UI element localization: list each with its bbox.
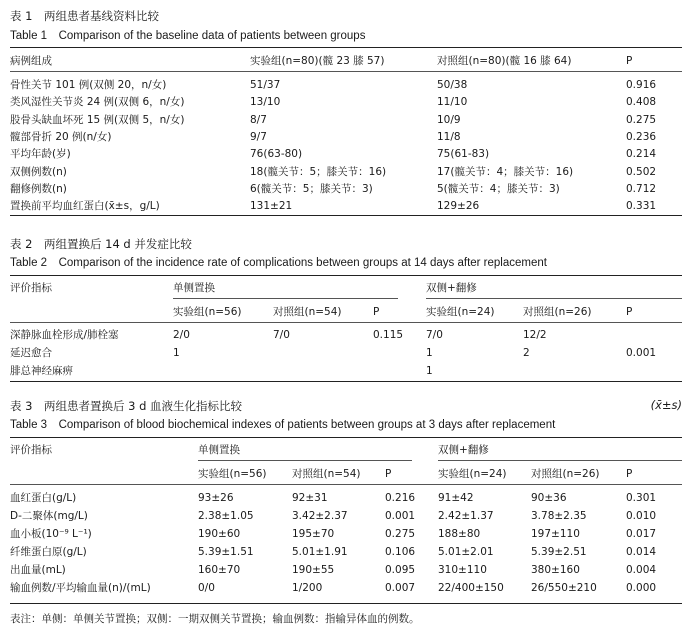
table2-group-single-rule (173, 298, 398, 299)
table3-sub-header-cell: 实验组(n=56) (198, 468, 267, 480)
table1-cell: 51/37 (250, 79, 281, 91)
table1-cell: 50/38 (437, 79, 468, 91)
table1-cell: 131±21 (250, 200, 293, 213)
table1-cell: 股骨头缺血坏死 15 例(双侧 5，n/女) (10, 113, 185, 126)
table3-unit: (x̄±s) (650, 398, 682, 412)
table3-cell: D-二聚体(mg/L) (10, 510, 88, 522)
table3-cell: 0.106 (385, 546, 416, 558)
table3-cell: 160±70 (198, 564, 241, 576)
table1-cell: 13/10 (250, 96, 281, 109)
table2-cell: 7/0 (273, 329, 290, 341)
table3-cell: 195±70 (292, 528, 335, 540)
table2-cell: 7/0 (426, 329, 443, 341)
table3-sub-header-cell: P (626, 468, 633, 480)
table3-group-single-rule (198, 460, 412, 461)
table3-bottom-rule (10, 603, 682, 604)
table3-cell: 1/200 (292, 582, 323, 594)
table1-cell: 0.214 (626, 148, 657, 161)
table2-cell: 0.115 (373, 329, 404, 341)
table1-header-cell: 病例组成 (10, 55, 52, 67)
table1-cell: 骨性关节 101 例(双侧 20，n/女) (10, 79, 167, 91)
table2-cell: 2/0 (173, 329, 190, 341)
table1-cell: 6(髋关节：5；膝关节：3) (250, 182, 373, 195)
table1-cell: 11/8 (437, 130, 461, 143)
table1-cell: 0.502 (626, 165, 657, 178)
table1-cell: 置换前平均血红蛋白(x̄±s，g/L) (10, 200, 160, 213)
table1-bottom-rule (10, 215, 682, 216)
table2-bottom-rule (10, 381, 682, 382)
table3-cell: 22/400±150 (438, 582, 504, 594)
table1-cell: 5(髋关节：4；膝关节：3) (437, 182, 560, 195)
table1-header-rule (10, 71, 682, 72)
table1-cell: 9/7 (250, 130, 267, 143)
table1-cell: 类风湿性关节炎 24 例(双侧 6，n/女) (10, 96, 185, 109)
table2-col-label: 评价指标 (10, 282, 52, 294)
table1-header-cell: P (626, 55, 633, 67)
table2-caption-en: Table 2 Comparison of the incidence rate of complications between groups at 14 days after replacement (10, 257, 547, 269)
table3-cell: 血小板(10⁻⁹ L⁻¹) (10, 528, 92, 540)
table1-cell: 10/9 (437, 113, 461, 126)
table3-cell: 5.39±1.51 (198, 546, 254, 558)
table3-cell: 3.78±2.35 (531, 510, 587, 522)
table3-caption-en: Table 3 Comparison of blood biochemical indexes of patients between groups at 3 days after replacement (10, 419, 556, 431)
table3-cell: 0.275 (385, 528, 416, 540)
table3-cell: 0.001 (385, 510, 416, 522)
table2-cell: 腓总神经麻痹 (10, 365, 73, 377)
table3-cell: 91±42 (438, 492, 474, 504)
table3-group-double: 双侧+翻修 (438, 444, 489, 456)
table3-sub-header-cell: P (385, 468, 392, 480)
table-footnote: 表注：单侧：单侧关节置换；双侧：一期双侧关节置换；输血例数：指输异体血的例数。 (10, 613, 420, 625)
table2-cell: 12/2 (523, 329, 547, 341)
table3-cell: 380±160 (531, 564, 580, 576)
table3-col-label: 评价指标 (10, 444, 52, 456)
table3-cell: 92±31 (292, 492, 328, 504)
table3-cell: 26/550±210 (531, 582, 597, 594)
table3-cell: 3.42±2.37 (292, 510, 348, 522)
table3-cell: 310±110 (438, 564, 487, 576)
table1-cell: 髋部骨折 20 例(n/女) (10, 130, 112, 143)
table2-group-single: 单侧置换 (173, 282, 215, 294)
table3-cell: 0/0 (198, 582, 215, 594)
table2-cell: 1 (426, 365, 433, 377)
table3-cell: 0.095 (385, 564, 416, 576)
table3-cell: 0.017 (626, 528, 657, 540)
table2-sub-header-cell: P (373, 306, 380, 318)
table3-header-rule (10, 484, 682, 485)
table2-sub-header-cell: 对照组(n=54) (273, 306, 342, 318)
table2-cell: 1 (173, 347, 180, 359)
table2-header-rule (10, 322, 682, 323)
table3-cell: 5.01±1.91 (292, 546, 348, 558)
table1-cell: 0.712 (626, 182, 657, 195)
table2-sub-header-cell: 对照组(n=26) (523, 306, 592, 318)
table2-cell: 深静脉血栓形成/肺栓塞 (10, 329, 119, 341)
table1-caption-en: Table 1 Comparison of the baseline data of patients between groups (10, 30, 366, 42)
table3-cell: 输血例数/平均输血量(n)/(mL) (10, 582, 151, 594)
table1-cell: 129±26 (437, 200, 480, 213)
table3-cell: 2.42±1.37 (438, 510, 494, 522)
table2-cell: 0.001 (626, 347, 657, 359)
table3-cell: 188±80 (438, 528, 481, 540)
table2-top-rule (10, 275, 682, 276)
table1-cell: 0.331 (626, 200, 657, 213)
table1-header-cell: 实验组(n=80)(髋 23 膝 57) (250, 55, 385, 67)
table3-cell: 出血量(mL) (10, 564, 66, 576)
table2-cell: 1 (426, 347, 433, 359)
table1-cell: 76(63-80) (250, 148, 303, 161)
table3-cell: 0.301 (626, 492, 657, 504)
table1-cell: 8/7 (250, 113, 267, 126)
table1-header-cell: 对照组(n=80)(髋 16 膝 64) (437, 55, 572, 67)
table1-cell: 双侧例数(n) (10, 165, 67, 178)
table1-caption-cn: 表 1 两组患者基线资料比较 (10, 9, 159, 23)
table1-cell: 0.275 (626, 113, 657, 126)
table3-cell: 0.010 (626, 510, 657, 522)
table3-cell: 0.216 (385, 492, 416, 504)
table3-caption-cn: 表 3 两组患者置换后 3 d 血液生化指标比较 (10, 399, 243, 413)
table2-sub-header-cell: P (626, 306, 633, 318)
table3-group-single: 单侧置换 (198, 444, 240, 456)
table2-caption-cn: 表 2 两组置换后 14 d 并发症比较 (10, 237, 192, 251)
table3-cell: 0.000 (626, 582, 657, 594)
table1-cell: 11/10 (437, 96, 468, 109)
table3-cell: 5.01±2.01 (438, 546, 494, 558)
table3-cell: 90±36 (531, 492, 567, 504)
table3-cell: 190±60 (198, 528, 241, 540)
table3-cell: 0.004 (626, 564, 657, 576)
table1-cell: 0.236 (626, 130, 657, 143)
table3-cell: 2.38±1.05 (198, 510, 254, 522)
table3-sub-header-cell: 实验组(n=24) (438, 468, 507, 480)
table2-sub-header-cell: 实验组(n=56) (173, 306, 242, 318)
table3-cell: 5.39±2.51 (531, 546, 587, 558)
table3-sub-header-cell: 对照组(n=54) (292, 468, 361, 480)
table2-group-double: 双侧+翻修 (426, 282, 477, 294)
table3-cell: 0.014 (626, 546, 657, 558)
table3-cell: 血红蛋白(g/L) (10, 492, 77, 504)
table1-cell: 平均年龄(岁) (10, 148, 71, 161)
table2-sub-header-cell: 实验组(n=24) (426, 306, 495, 318)
table3-cell: 93±26 (198, 492, 234, 504)
table2-cell: 2 (523, 347, 530, 359)
table1-cell: 18(髋关节：5；膝关节：16) (250, 165, 387, 178)
table3-group-double-rule (438, 460, 682, 461)
table2-group-double-rule (426, 298, 682, 299)
table1-cell: 75(61-83) (437, 148, 490, 161)
table3-cell: 197±110 (531, 528, 580, 540)
table3-cell: 纤维蛋白原(g/L) (10, 546, 87, 558)
table1-cell: 翻修例数(n) (10, 182, 67, 195)
table1-cell: 0.916 (626, 79, 657, 91)
table2-cell: 延迟愈合 (10, 347, 52, 359)
table3-cell: 190±55 (292, 564, 335, 576)
table3-sub-header-cell: 对照组(n=26) (531, 468, 600, 480)
table1-top-rule (10, 47, 682, 48)
table3-cell: 0.007 (385, 582, 416, 594)
table1-cell: 0.408 (626, 96, 657, 109)
table1-cell: 17(髋关节：4；膝关节：16) (437, 165, 574, 178)
table3-top-rule (10, 437, 682, 438)
